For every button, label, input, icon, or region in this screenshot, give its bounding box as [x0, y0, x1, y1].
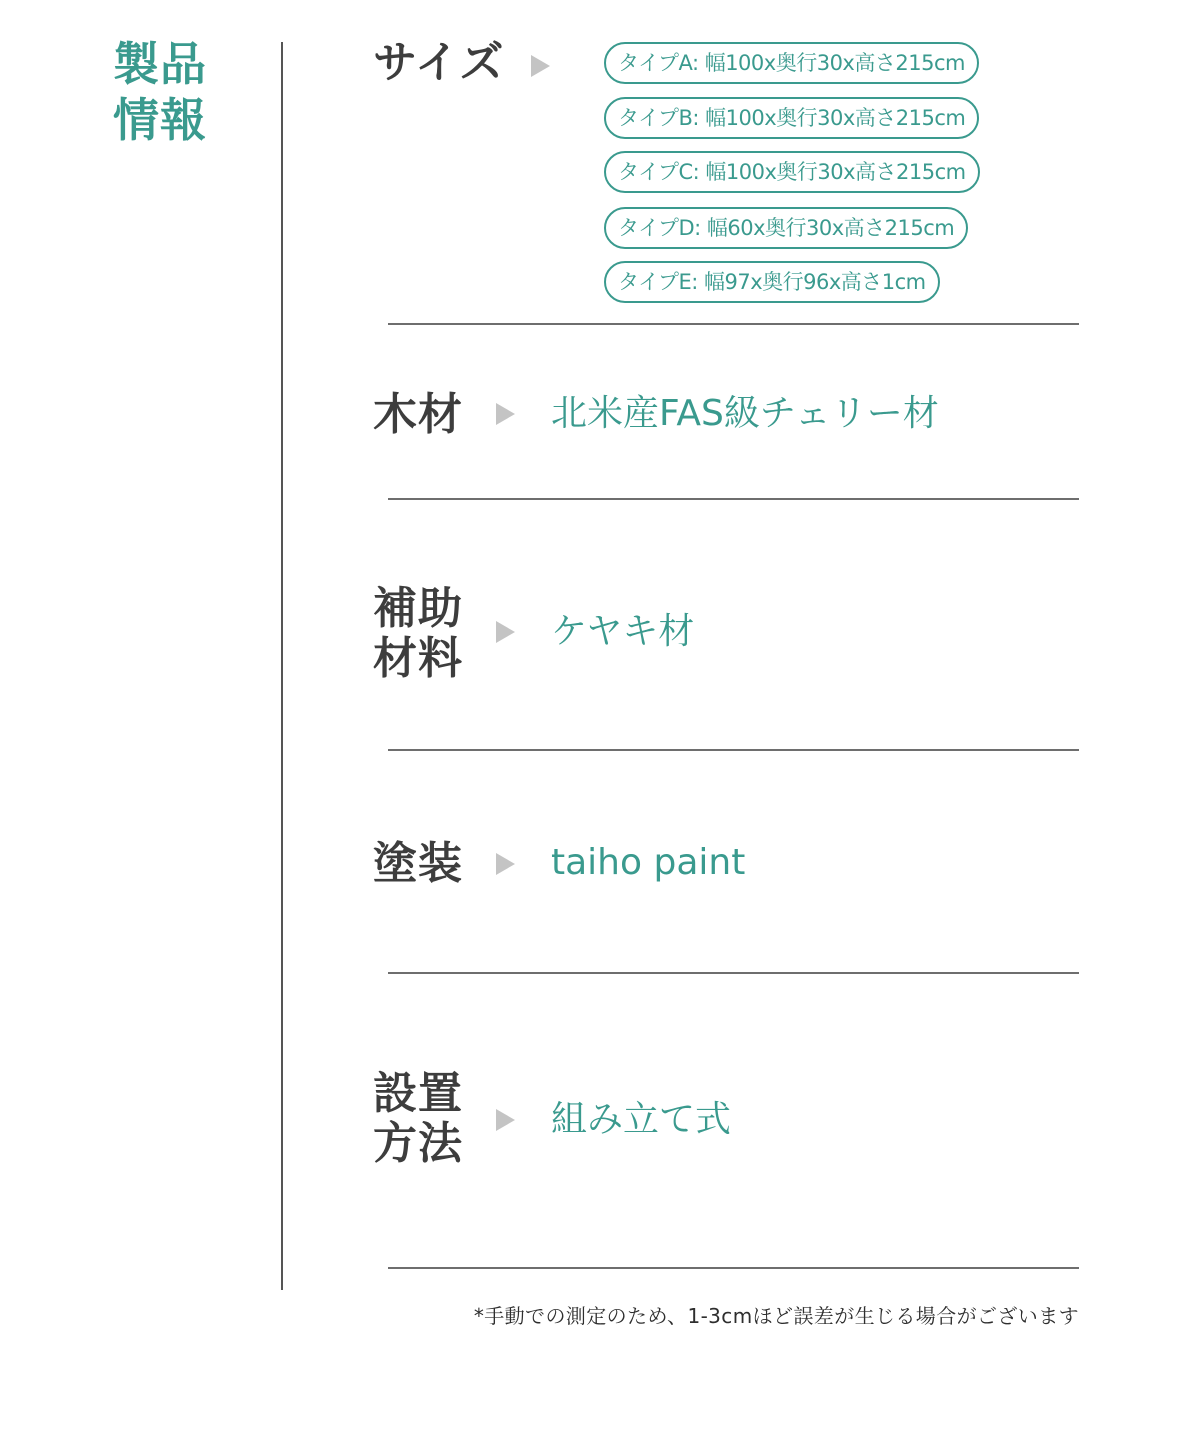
wood-value: 北米産FAS級チェリー材 — [551, 393, 939, 434]
row-divider — [388, 972, 1079, 974]
section-title-line2: 情報 — [113, 93, 207, 147]
section-title — [113, 36, 223, 148]
install-label-line2: 方法 — [373, 1118, 463, 1169]
size-type-e-pill: タイプE: 幅97x奥行96x高さ1cm — [604, 261, 940, 303]
measurement-footnote: *手動での測定のため、1-3cmほど誤差が生じる場合がございます — [473, 1304, 1079, 1328]
install-value: 組み立て式 — [551, 1099, 732, 1140]
aux-material-label — [373, 584, 463, 684]
row-divider — [388, 749, 1079, 751]
install-label — [373, 1069, 463, 1169]
row-divider — [388, 1267, 1079, 1269]
vertical-divider — [281, 42, 283, 1290]
aux-material-arrow-icon — [496, 621, 515, 643]
size-type-c-pill: タイプC: 幅100x奥行30x高さ215cm — [604, 151, 980, 193]
row-divider — [388, 323, 1079, 325]
aux-material-label-line1: 補助 — [373, 583, 463, 634]
row-divider — [388, 498, 1079, 500]
paint-value: taiho paint — [551, 842, 746, 883]
paint-label: 塗装 — [373, 838, 463, 889]
section-title-line1: 製品 — [113, 37, 207, 91]
size-type-a-pill: タイプA: 幅100x奥行30x高さ215cm — [604, 42, 979, 84]
install-label-line1: 設置 — [373, 1068, 463, 1119]
aux-material-label-line2: 材料 — [373, 633, 463, 684]
size-label: サイズ — [373, 37, 505, 88]
size-type-d-pill: タイプD: 幅60x奥行30x高さ215cm — [604, 207, 968, 249]
paint-arrow-icon — [496, 853, 515, 875]
wood-arrow-icon — [496, 403, 515, 425]
aux-material-value: ケヤキ材 — [551, 611, 695, 652]
size-arrow-icon — [531, 55, 550, 77]
install-arrow-icon — [496, 1109, 515, 1131]
size-type-b-pill: タイプB: 幅100x奥行30x高さ215cm — [604, 97, 979, 139]
wood-label: 木材 — [373, 389, 463, 440]
